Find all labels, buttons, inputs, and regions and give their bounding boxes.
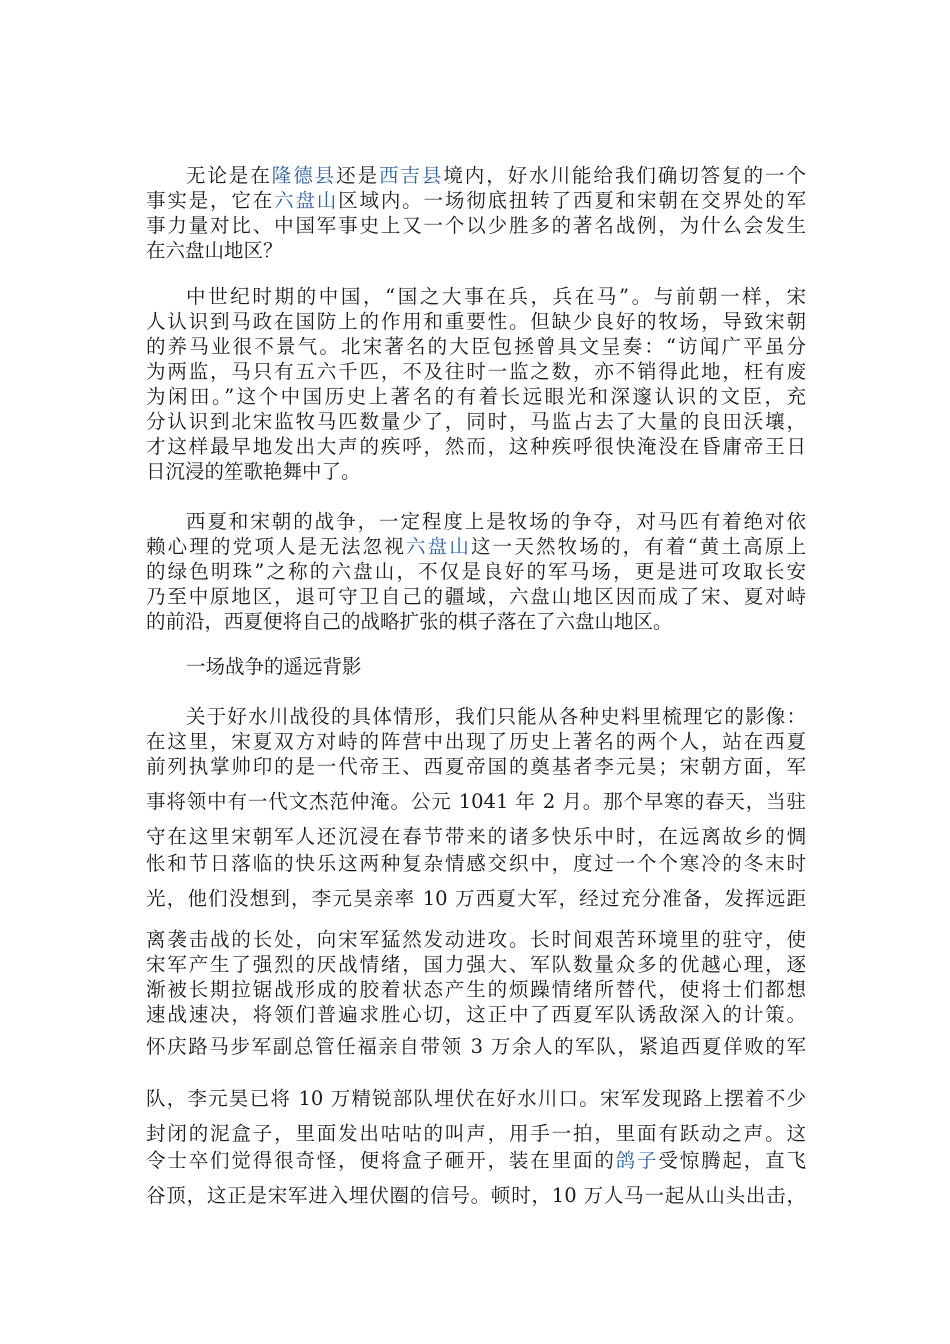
text-line: [146, 927, 806, 953]
text-span: 的养马业很不景气。北宋著名的大臣包拯曾具文呈奏：“访闻广平虽分: [146, 335, 806, 358]
text-span: 封闭的泥盒子，里面发出咕咕的叫声，用手一拍，里面有跃动之声。这: [146, 1122, 806, 1145]
text-span: 关于好水川战役的具体情形，我们只能从各种史料里梳理它的影像：: [186, 705, 806, 728]
text-line: [146, 459, 806, 485]
text-line: [146, 384, 806, 410]
text-span: 怀庆路马步军副总管任福亲自带领 3 万余人的军队，紧追西夏佯败的军: [146, 1035, 806, 1058]
text-span: 分认识到北宋监牧马匹数量少了，同时，马监占去了大量的良田沃壤，: [146, 410, 806, 433]
text-span: 队，李元昊已将 10 万精锐部队埋伏在好水川口。宋军发现路上摆着不少: [146, 1087, 806, 1110]
text-span: 宋军产生了强烈的厌战情绪，国力强大、军队数量众多的优越心理，逐: [146, 953, 806, 976]
place-link[interactable]: 隆德县: [271, 164, 337, 187]
text-line: [146, 534, 806, 560]
text-line: [146, 851, 806, 877]
text-span: 光，他们没想到，李元昊亲率 10 万西夏大军，经过充分准备，发挥远距: [146, 887, 806, 910]
text-span: 令士卒们觉得很奇怪，便将盒子砸开，装在里面的: [146, 1149, 616, 1172]
text-line: [146, 409, 806, 435]
place-link[interactable]: 鸽子: [615, 1149, 659, 1172]
text-span: 的绿色明珠”之称的六盘山，不仅是良好的军马场，更是进可攻取长安: [146, 560, 806, 583]
text-span: 才这样最早地发出大声的疾呼，然而，这种疾呼很快淹没在昏庸帝王日: [146, 435, 806, 458]
text-line: [146, 309, 806, 335]
text-span: 事实是，它在: [146, 189, 275, 212]
text-line: [146, 1183, 806, 1209]
text-span: 为两监，马只有五六千匹，不及往时一监之数，亦不销得此地，枉有废: [146, 360, 806, 383]
text-line: [146, 977, 806, 1003]
text-span: 在这里，宋夏双方对峙的阵营中出现了历史上著名的两个人，站在西夏: [146, 730, 806, 753]
text-line: [146, 434, 806, 460]
text-span: 这一天然牧场的，有着“黄土高原上: [471, 535, 806, 558]
text-line: [146, 238, 806, 264]
text-span: 赖心理的党项人是无法忽视: [146, 535, 406, 558]
text-line: [146, 952, 806, 978]
text-line: [146, 1086, 806, 1112]
text-span: 日沉浸的笙歌艳舞中了。: [146, 460, 361, 483]
text-span: 事力量对比、中国军事史上又一个以少胜多的著名战例，为什么会发生: [146, 214, 806, 237]
text-line: [146, 213, 806, 239]
text-span: 西夏和宋朝的战争，一定程度上是牧场的争夺，对马匹有着绝对依: [186, 510, 806, 533]
text-line: [186, 284, 806, 310]
text-span: 前列执掌帅印的是一代帝王、西夏帝国的奠基者李元昊；宋朝方面，军: [146, 755, 806, 778]
text-span: 离袭击战的长处，向宋军猛然发动进攻。长时间艰苦环境里的驻守，使: [146, 928, 806, 951]
text-span: 事将领中有一代文杰范仲淹。公元 1041 年 2 月。那个早寒的春天，当驻: [146, 790, 806, 813]
text-line: [146, 559, 806, 585]
text-span: 在六盘山地区？: [146, 239, 283, 262]
text-span: 怅和节日落临的快乐这两种复杂情感交织中，度过一个个寒冷的冬末时: [146, 852, 806, 875]
text-span: 中世纪时期的中国，“国之大事在兵，兵在马”。与前朝一样，宋: [186, 285, 806, 308]
place-link[interactable]: 西吉县: [379, 164, 444, 187]
text-span: 的前沿，西夏便将自己的战略扩张的棋子落在了六盘山地区。: [146, 610, 673, 633]
place-link[interactable]: 六盘山: [406, 535, 471, 558]
text-span: 渐被长期拉锯战形成的胶着状态产生的烦躁情绪所替代，使将士们都想: [146, 978, 806, 1001]
text-line: [186, 163, 806, 189]
text-line: [146, 1034, 806, 1060]
text-line: [146, 789, 806, 815]
text-line: [146, 729, 806, 755]
text-line: [186, 704, 806, 730]
text-line: [146, 334, 806, 360]
text-span: 人认识到马政在国防上的作用和重要性。但缺少良好的牧场，导致宋朝: [146, 310, 806, 333]
text-line: [146, 359, 806, 385]
section-heading: 一场战争的遥远背影: [186, 655, 362, 678]
text-line: [146, 824, 806, 850]
text-span: 为闲田。”这个中国历史上著名的有着长远眼光和深邃认识的文臣，充: [146, 385, 806, 408]
text-line: [146, 1121, 806, 1147]
text-line: [146, 188, 806, 214]
text-line: [146, 584, 806, 610]
text-line: [146, 754, 806, 780]
text-span: 守在这里宋朝军人还沉浸在春节带来的诸多快乐中时，在远离故乡的惆: [146, 825, 806, 848]
text-span: 谷顶，这正是宋军进入埋伏圈的信号。顿时，10 万人马一起从山头出击，: [146, 1184, 806, 1207]
text-line: [146, 1148, 806, 1174]
text-span: 受惊腾起，直飞: [658, 1149, 806, 1172]
place-link[interactable]: 六盘山: [274, 189, 339, 212]
text-span: 还是: [336, 164, 380, 187]
text-line: [146, 609, 806, 635]
text-span: 乃至中原地区，退可守卫自己的疆域，六盘山地区因而成了宋、夏对峙: [146, 585, 806, 608]
text-line: [146, 886, 806, 912]
text-span: 无论是在: [186, 164, 272, 187]
text-line: [146, 1002, 806, 1028]
text-span: 速战速决，将领们普遍求胜心切，这正中了西夏军队诱敌深入的计策。: [146, 1003, 806, 1026]
text-span: 区域内。一场彻底扭转了西夏和宋朝在交界处的军: [338, 189, 806, 212]
text-span: 境内，好水川能给我们确切答复的一个: [443, 164, 806, 187]
text-line: [186, 509, 806, 535]
